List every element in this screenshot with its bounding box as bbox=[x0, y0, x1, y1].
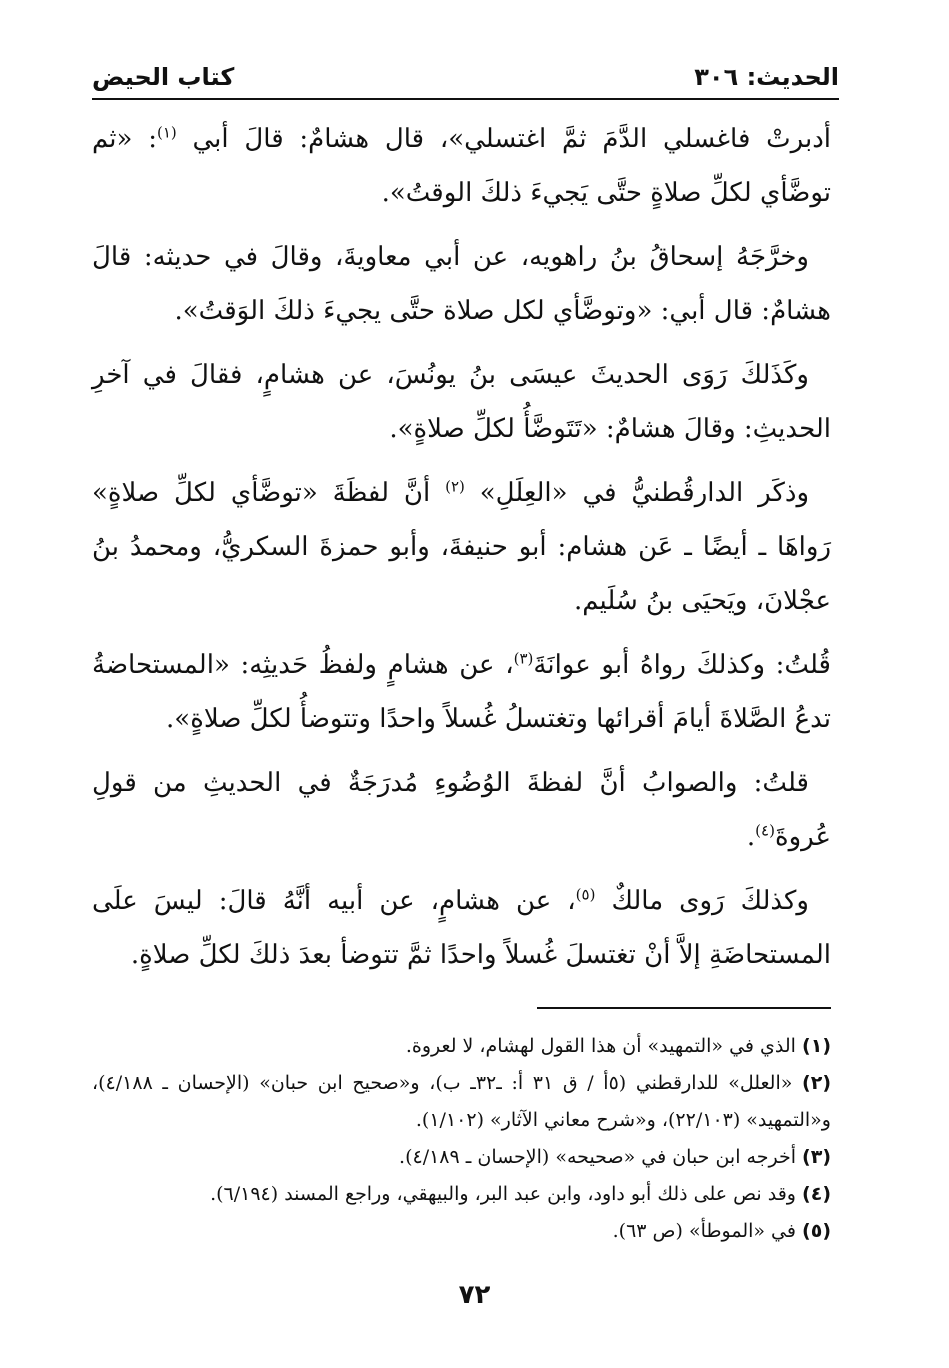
paragraph-text: . bbox=[746, 822, 756, 852]
footnote-number: (٤) bbox=[802, 1183, 831, 1205]
paragraph-text: وخرَّجَهُ إسحاقُ بنُ راهويه، عن أبي معاويةَ، وقالَ في حديثه: قالَ هشامٌ: قال أبي: «وتوضَّأي لكل صلاة حتَّى يجيءَ ذلكَ الوَقتُ». bbox=[92, 242, 831, 326]
footnote-number: (٢) bbox=[802, 1072, 831, 1094]
footnote-text: «العلل» للدارقطني (٥أ / ق ٣١ أ: ـ٣٢ـ ب)، و«صحيح ابن حبان» (الإحسان ـ ٤/١٨٨)، و«التمهيد» (٢٢/١٠٣)، و«شرح معاني الآثار» (١/١٠٢). bbox=[92, 1072, 831, 1131]
footnote-ref: (٢) bbox=[445, 477, 465, 496]
paragraph-text: أنَّ لفظَةَ «توضَّأي لكلِّ صلاةٍ» رَواهَا ـ أيضًا ـ عَن هشام: أبو حنيفةَ، وأبو حمزةَ السكريُّ، ومحمدُ بنُ عجْلانَ، ويَحيَى بنُ سُلَيم. bbox=[92, 478, 831, 616]
header-divider bbox=[92, 98, 839, 100]
hadith-number-label: الحديث: ٣٠٦ bbox=[694, 63, 839, 91]
paragraph-2 bbox=[92, 230, 831, 338]
footnote-text: الذي في «التمهيد» أن هذا القول لهشام، لا لعروة. bbox=[405, 1035, 796, 1057]
footnotes bbox=[92, 1028, 831, 1250]
main-text bbox=[92, 112, 831, 992]
footnote-text: في «الموطأ» (ص ٦٣). bbox=[612, 1220, 796, 1242]
footnote-text: أخرجه ابن حبان في «صحيحه» (الإحسان ـ ٤/١٨٩). bbox=[399, 1146, 796, 1168]
paragraph-5 bbox=[92, 638, 831, 746]
book-title: كتاب الحيض bbox=[92, 63, 235, 91]
footnote-number: (١) bbox=[802, 1035, 831, 1057]
footnote-4 bbox=[92, 1176, 831, 1213]
paragraph-text: : «ثم توضَّأي لكلِّ صلاةٍ حتَّى يَجيءَ ذلكَ الوقتُ». bbox=[92, 124, 831, 208]
paragraph-text: أدبرتْ فاغسلي الدَّمَ ثمَّ اغتسلي»، قال هشامٌ: قالَ أبي bbox=[192, 124, 831, 154]
paragraph-text: ، عن هشامٍ، عن أبيه أنَّهُ قالَ: ليسَ علَى المستحاضَةِ إلاَّ أنْ تغتسلَ غُسلاً واحدًا ثمَّ تتوضأ بعدَ ذلكَ لكلِّ صلاةٍ. bbox=[92, 886, 831, 970]
footnote-ref: (١) bbox=[156, 123, 177, 142]
footnote-3 bbox=[92, 1139, 831, 1176]
footnote-ref: (٥) bbox=[575, 885, 596, 904]
paragraph-7 bbox=[92, 874, 831, 982]
footnote-1 bbox=[92, 1028, 831, 1065]
paragraph-text: وكَذَلكَ رَوَى الحديثَ عيسَى بنُ يونُسَ، عن هشامٍ، فقالَ في آخرِ الحديثِ: وقالَ هشامٌ: «تَتَوضَّأُ لكلِّ صلاةٍ». bbox=[92, 360, 831, 444]
paragraph-6 bbox=[92, 756, 831, 864]
footnote-ref: (٤) bbox=[755, 821, 775, 840]
paragraph-3 bbox=[92, 348, 831, 456]
paragraph-4 bbox=[92, 466, 831, 628]
paragraph-text: ، عن هشامٍ ولفظُ حَديثِه: «المستحاضةُ تدعُ الصَّلاةَ أيامَ أقرائها وتغتسلُ غُسلاً واحدًا وتتوضأُ لكلِّ صلاةٍ». bbox=[92, 650, 831, 734]
footnote-ref: (٣) bbox=[513, 649, 534, 668]
paragraph-1 bbox=[92, 112, 831, 220]
running-header bbox=[92, 58, 839, 92]
footnote-number: (٣) bbox=[802, 1146, 831, 1168]
footnote-number: (٥) bbox=[802, 1220, 831, 1242]
paragraph-text: وذكَر الدارقُطنيُّ في «العِلَلِ» bbox=[479, 478, 810, 508]
paragraph-text: قلتُ: والصوابُ أنَّ لفظةَ الوُضُوءِ مُدرَجَةٌ في الحديثِ من قولِ عُروةَ bbox=[92, 768, 831, 852]
footnote-text: وقد نص على ذلك أبو داود، وابن عبد البر، والبيهقي، وراجع المسند (٦/١٩٤). bbox=[210, 1183, 796, 1205]
paragraph-text: وكذلكَ رَوى مالكٌ bbox=[611, 886, 809, 916]
footnote-divider bbox=[537, 1007, 831, 1009]
footnote-5 bbox=[92, 1213, 831, 1250]
footnote-2 bbox=[92, 1065, 831, 1139]
paragraph-text: قُلتُ: وكذلكَ رواهُ أبو عوانَةَ bbox=[533, 650, 831, 680]
page-number: ٧٢ bbox=[458, 1280, 491, 1310]
